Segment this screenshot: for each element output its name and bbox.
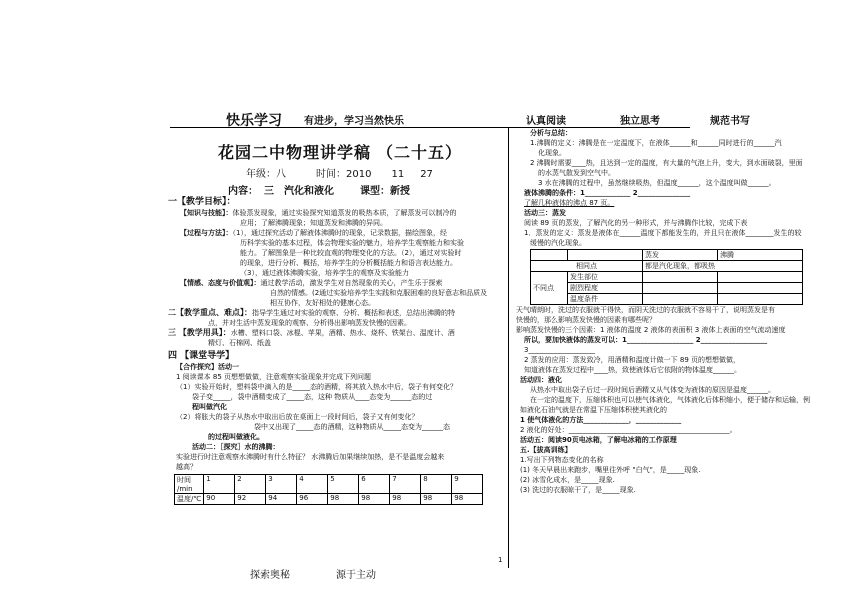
- section-2: 二【教学重点、难点】：指导学生通过对实验的观察、分析、概括和表述，总结出沸腾的特: [168, 308, 455, 317]
- liquefaction-methods: 1 使气体液化的方法_____________，_____________: [520, 416, 682, 424]
- activity-2-text: 实验进行时注意观察水沸腾时有什么特征？ 水沸腾后加果继续加热，是不是温度会越来: [176, 453, 445, 461]
- same-label: 相同点: [531, 261, 643, 272]
- diff-temperature: 温度条件: [568, 294, 643, 305]
- header-slogan-2: 有进步，学习当然快乐: [304, 116, 404, 127]
- temp-cell: 98: [359, 494, 390, 505]
- evaporation-example-cont: 快慢的，那么影响蒸发快慢的因素有哪些呢？: [516, 316, 656, 324]
- time-cell: 7: [390, 475, 421, 494]
- activity-5: 活动五：阅读90页电冰箱，了解电冰箱的工作原理: [520, 436, 677, 444]
- doc-title: 花园二中物理讲学稿 （二十五）: [218, 143, 463, 162]
- table-row: [175, 475, 483, 494]
- header-slogan-1: 快乐学习: [226, 113, 282, 129]
- header-think: 独立思考: [620, 116, 660, 127]
- evaporation-application-cont: 知道液体在蒸发过程中____热，致使液体后它依附的物体温度______。: [524, 366, 741, 374]
- time-cell: 9: [452, 475, 483, 494]
- evaporation-factors: 影响蒸发快慢的三个因素：1 液体的温度 2 液体的表面积 3 液体上表面的空气流动速度: [516, 326, 786, 334]
- attitude-goal-cont: 相互协作，友好相处的健康心态。: [270, 299, 375, 307]
- table-header-boil: 沸腾: [718, 250, 803, 261]
- header-write: 规范书写: [710, 116, 750, 127]
- diff-cell: [643, 283, 718, 294]
- diff-intensity: 剧烈程度: [568, 283, 643, 294]
- evap-vs-boil-table: [530, 249, 803, 305]
- boiling-conditions: 液体沸腾的条件：1_____________ 2_______________: [524, 189, 691, 197]
- table-header-temp: 温度/℃: [175, 494, 204, 505]
- compression-note: 在一定的温度下，压缩体积也可以使气体液化，气体液化后体积缩小，便于储存和运输，例: [530, 396, 810, 404]
- section-3-cont: 精灯、石棉网、纸盖: [208, 339, 271, 347]
- summary-p2-cont: 的水蒸气散发到空气中。: [538, 169, 615, 177]
- time-cell: 6: [359, 475, 390, 494]
- attitude-goal: 【情感、态度与价值观】：通过教学活动，激发学生对自然现象的关心，产生乐于探索: [180, 279, 443, 287]
- activity-4-heading: 活动四：液化: [520, 376, 562, 384]
- activity-1-q2-answer-cont: 的过程叫做液化。: [208, 433, 264, 441]
- boiling-data-table: [174, 474, 483, 505]
- same-value: 都是汽化现象，都吸热: [643, 261, 803, 272]
- title-content: 内容： 三 汽化和液化 课型：新授: [228, 186, 410, 197]
- exercise-q2: (2) 冰雪化成水，是_____现象.: [520, 476, 615, 484]
- section-2-cont: 点，并对生活中蒸发现象的观察、分析得出影响蒸发快慢的因素。: [208, 319, 411, 327]
- evaporation-example: 天气晴朗时，洗过的衣服就干得快，而阴天洗过的衣服就不容易干了，说明蒸发是有: [516, 306, 775, 314]
- time-cell: 2: [235, 475, 266, 494]
- table-row: [531, 261, 803, 272]
- left-column: [168, 196, 498, 556]
- column-divider: [508, 128, 509, 568]
- evaporation-application: 2 蒸发的应用：蒸发致冷，用酒精和温度计做一下 89 页的想想做做，: [524, 356, 741, 364]
- section-4-heading: 四 【课堂导学】: [168, 351, 235, 361]
- table-row: [531, 283, 803, 294]
- time-cell: 5: [328, 475, 359, 494]
- process-goal-cont: （3），通过液体沸腾实验，培养学生的观察及实验能力: [240, 269, 409, 277]
- summary-p3: 3 水在沸腾的过程中，虽然继续吸热，但温度______，这个温度叫做______。: [538, 179, 776, 187]
- time-cell: 8: [421, 475, 452, 494]
- activity-3-heading: 活动三：蒸发: [524, 209, 566, 217]
- process-goal-cont: 能力。了解图象是一种比较直观的物理变化的方法。（2），通过对实验时: [240, 249, 462, 257]
- table-row: [175, 494, 483, 505]
- process-goal-cont: 的现象，进行分析、概括，培养学生的分析概括能力和语言表达能力。: [240, 259, 457, 267]
- diff-cell: [643, 294, 718, 305]
- compression-note-cont: 如液化石油气就是在常温下压缩体积使其液化的: [520, 406, 667, 414]
- table-header-time: 时间 /min: [175, 475, 204, 494]
- section-3: 三 【教学用具】：水槽、塑料口袋、冰棍、苹果，酒精、热水、烧杯、铁架台、温度计、酒: [168, 328, 455, 337]
- page-number: 1: [498, 556, 503, 564]
- activity-3-text: 阅读 89 页的蒸发，了解汽化的另一种形式，并与沸腾作比较，完成下表: [524, 219, 748, 227]
- activity-1-heading: 【合作探究】活动一: [176, 363, 239, 371]
- footer-left: 探索奥秘: [250, 570, 290, 581]
- activity-1-q2-answer: 袋中又出现了_____态的酒精，这种物质从_____态变为______态: [254, 423, 450, 431]
- right-column: [516, 128, 846, 568]
- speed-up-evaporation-cont: 3___________________: [524, 346, 595, 354]
- activity-1-q1-answer: 袋子变_____，袋中酒精变成了_____态，这种 物质从____态变为______态的过: [192, 393, 433, 401]
- exercise-q3: (3) 洗过的衣服晾干了，是_____现象.: [520, 486, 636, 494]
- activity-1-text: 1 阅读课本 85 页想想做做，注意观察实验现象并完成下列问题: [176, 373, 372, 381]
- diff-cell: [718, 272, 803, 283]
- boiling-points-note: 了解几种液体的沸点 87 页。: [524, 199, 615, 207]
- header-read: 认真阅读: [526, 116, 566, 127]
- footer-right: 源于主动: [336, 570, 376, 581]
- time-cell: 4: [297, 475, 328, 494]
- temp-cell: 94: [266, 494, 297, 505]
- table-row: [531, 250, 803, 261]
- temp-cell: 90: [204, 494, 235, 505]
- temp-cell: 98: [390, 494, 421, 505]
- process-goal: 【过程与方法】：（1），通过探究活动了解液体沸腾时的现象，记录数据，描绘图象，经: [180, 229, 447, 237]
- table-row: [531, 294, 803, 305]
- attitude-goal-cont: 自然的情感。(2通过实验培养学生实践和克服困难的良好意志和品质及: [270, 289, 488, 297]
- diff-cell: [718, 294, 803, 305]
- table-corner: [531, 250, 568, 261]
- evaporation-definition-cont: 缓慢的汽化现象。: [530, 239, 586, 247]
- section-5-heading: 五.【拔高训练】: [520, 446, 572, 454]
- activity-1-q2: （2）将胀大的袋子从热水中取出后放在桌面上一段时间后，袋子又有何变化？: [176, 413, 419, 421]
- knowledge-goal-cont: 应用；了解沸腾现象；知道蒸发和沸腾的异同。: [240, 219, 387, 227]
- activity-1-q1-answer-cont: 程叫做汽化: [192, 403, 227, 411]
- time-cell: 1: [204, 475, 235, 494]
- title-grade-time: 年级：八 时间：2010 11 27: [246, 169, 433, 180]
- liquefaction-reason: 从热水中取出袋子后过一段时间后酒精又从气体变为液体的原因是温度______。: [530, 386, 775, 394]
- temp-cell: 98: [328, 494, 359, 505]
- activity-1-q1: （1）实验开始时，塑料袋中滴入的是_____态的酒精，将其放入热水中后，袋子有何变化？: [176, 383, 457, 391]
- temp-cell: 98: [452, 494, 483, 505]
- process-goal-cont: 历科学实验的基本过程，体会物理实验的魅力，培养学生观察能力和实验: [240, 239, 464, 247]
- diff-location: 发生部位: [568, 272, 643, 283]
- summary-p1-cont: 化现象。: [538, 149, 566, 157]
- temp-cell: 92: [235, 494, 266, 505]
- activity-2-text-cont: 越高？: [176, 463, 197, 471]
- summary-heading: 分析与总结：: [530, 129, 572, 137]
- diff-cell: [718, 283, 803, 294]
- exercise-intro: 1.写出下列物态变化的名称: [520, 456, 604, 464]
- temp-cell: 98: [421, 494, 452, 505]
- exercise-q1: (1) 冬天早晨出来跑步，嘴里往外呼 "白气"，是_____现象.: [520, 466, 701, 474]
- diff-cell: [643, 272, 718, 283]
- diff-label: 不同点: [531, 272, 568, 305]
- summary-p1: 1.沸腾的定义：沸腾是在一定温度下，在液体______和______同时进行的______汽: [530, 139, 782, 147]
- liquefaction-benefits: 2 液化的好处：______________________________________________。: [520, 426, 737, 434]
- knowledge-goal: 【知识与技能】：体验蒸发现象，通过实验探究知道蒸发的吸热本质，了解蒸发可以制冷的: [180, 209, 457, 217]
- section-1-heading: 一【教学目标】：: [168, 197, 236, 207]
- temp-cell: 96: [297, 494, 328, 505]
- table-header-evap: 蒸发: [643, 250, 718, 261]
- evaporation-definition: 1．蒸发的定义：蒸发是液体在______温度下都能发生的，并且只在液体________发生的较: [524, 229, 802, 237]
- time-cell: 3: [266, 475, 297, 494]
- table-row: [531, 272, 803, 283]
- table-corner: [568, 250, 643, 261]
- summary-p2: 2 沸腾时需要____热，且达到一定的温度，有大量的气泡上升，变大，到水面破裂，里面: [530, 159, 803, 167]
- speed-up-evaporation: 所以，要加快液体的蒸发可以：1___________________ 2___________________: [524, 336, 768, 344]
- activity-2-heading: 活动二：［探究］水的沸腾：: [192, 443, 280, 451]
